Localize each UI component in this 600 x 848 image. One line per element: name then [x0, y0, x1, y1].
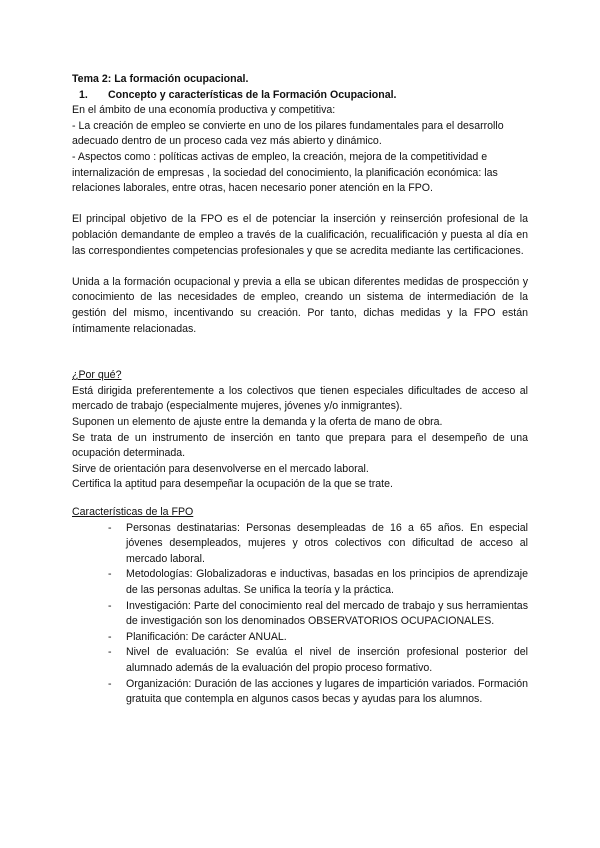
- list-item: - Investigación: Parte del conocimiento real del mercado de trabajo y sus herramientas de investigación son los denominados OBSERVATORIOS OCUPACIONALES.: [108, 599, 528, 628]
- list-item-text: Metodologías: Globalizadoras e inductivas, basadas en los principios de aprendizaje de las personas adultas. Se unifica la teoría y la práctica.: [126, 568, 528, 596]
- list-item-text: Planificación: De carácter ANUAL.: [126, 630, 287, 643]
- section-title: Concepto y características de la Formación Ocupacional.: [108, 88, 397, 101]
- why-line: Sirve de orientación para desenvolverse en el mercado laboral.: [72, 462, 369, 475]
- intro-text: En el ámbito de una economía productiva y competitiva:: [72, 104, 336, 117]
- list-item: - Planificación: De carácter ANUAL.: [108, 630, 287, 643]
- list-item: - Nivel de evaluación: Se evalúa el nivel de inserción profesional posterior del alumnado además de la evaluación del propio proceso formativo.: [108, 646, 528, 674]
- list-item-text: Nivel de evaluación: Se evalúa el nivel de inserción profesional posterior del alumnado además de la evaluación del propio proceso formativo.: [126, 646, 528, 674]
- why-line: Se trata de un instrumento de inserción en tanto que prepara para el desempeño de una ocupación determinada.: [72, 431, 528, 460]
- list-item-text: Personas destinatarias: Personas desempleadas de 16 a 65 años. En especial jóvenes desempleados, mujeres y otros colectivos con dificultad de acceso al mercado laboral.: [126, 521, 528, 565]
- document-page: [72, 72, 528, 708]
- list-item: - Organización: Duración de las acciones y lugares de impartición variados. Formación gratuita que contempla en algunos casos becas y ayudas para los alumnos.: [108, 677, 528, 706]
- why-line: Suponen un elemento de ajuste entre la demanda y la oferta de mano de obra.: [72, 416, 443, 429]
- features-heading: Características de la FPO: [72, 506, 194, 519]
- list-item-text: Organización: Duración de las acciones y lugares de impartición variados. Formación gratuita que contempla en algunos casos becas y ayudas para los alumnos.: [126, 677, 528, 706]
- paragraph-objective: El principal objetivo de la FPO es el de potenciar la inserción y reinserción profesional de la población demandante de empleo a través de la cualificación, recualificación y puesta al día en las correspondientes competencias profesionales y que se acredita mediante las certificaciones.: [72, 213, 528, 257]
- section-heading: [72, 88, 528, 104]
- intro-point: - Aspectos como : políticas activas de empleo, la creación, mejora de la competitividad e internalización de empresas , la sociedad del conocimiento, la planificación económica: las relaciones laborales, entre otras, hacen necesario poner atención en la FPO.: [72, 150, 498, 195]
- intro-point: - La creación de empleo se convierte en uno de los pilares fundamentales para el desarrollo adecuado dentro de un proceso cada vez más abierto y dinámico.: [72, 119, 504, 148]
- why-line: Está dirigida preferentemente a los colectivos que tienen especiales dificultades de acceso al mercado de trabajo (especialmente mujeres, jóvenes y/o inmigrantes).: [72, 384, 528, 413]
- list-item: - Personas destinatarias: Personas desempleadas de 16 a 65 años. En especial jóvenes desempleados, mujeres y otros colectivos con dificultad de acceso al mercado laboral.: [108, 521, 528, 565]
- list-item: - Metodologías: Globalizadoras e inductivas, basadas en los principios de aprendizaje de las personas adultas. Se unifica la teoría y la práctica.: [108, 568, 528, 596]
- features-list: [72, 521, 528, 708]
- list-item-text: Investigación: Parte del conocimiento real del mercado de trabajo y sus herramientas de investigación son los denominados OBSERVATORIOS OCUPACIONALES.: [126, 599, 528, 628]
- document-heading: Tema 2: La formación ocupacional.: [72, 73, 249, 85]
- why-heading: ¿Por qué?: [72, 369, 122, 382]
- section-number: 1.: [79, 88, 88, 101]
- paragraph-intermediation: Unida a la formación ocupacional y previa a ella se ubican diferentes medidas de prospección y conocimiento de las necesidades de empleo, creando un sistema de intermediación de la gestión del mismo, incentivando su creación. Por tanto, dichas medidas y la FPO están íntimamente relacionadas.: [72, 275, 528, 335]
- why-line: Certifica la aptitud para desempeñar la ocupación de la que se trate.: [72, 478, 393, 491]
